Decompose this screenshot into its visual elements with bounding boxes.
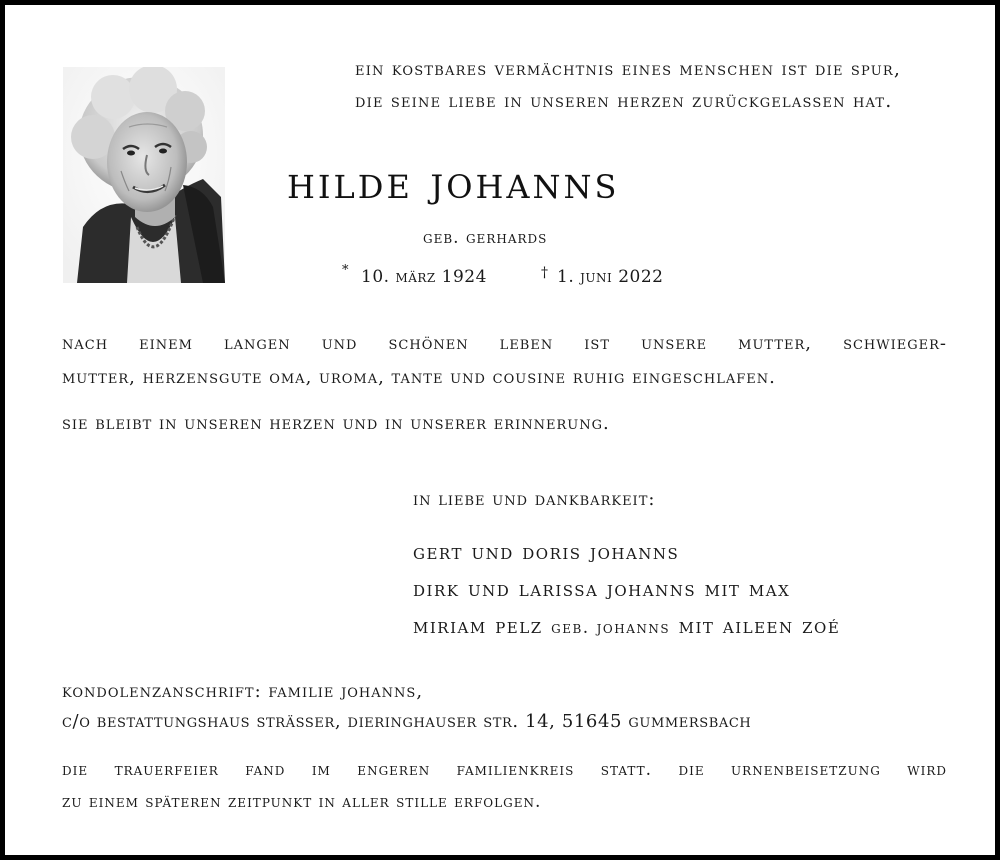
- mourner-line-3-birthname: geb. johanns: [551, 618, 671, 638]
- funeral-notice-line-1: die trauerfeier fand im engeren familienkreis statt. die urnenbeisetzung wird: [62, 760, 947, 780]
- body-paragraph-1-line-2: mutter, herzensgute oma, uroma, tante und cousine ruhig eingeschlafen.: [62, 367, 776, 388]
- body-paragraph-1-line-1: nach einem langen und schönen leben ist unsere mutter, schwieger-: [62, 333, 947, 354]
- condolence-line-1: kondolenzanschrift: familie johanns,: [62, 681, 424, 702]
- mourner-line-1: gert und doris johanns: [413, 540, 680, 565]
- mourners-intro: in liebe und dankbarkeit:: [413, 489, 656, 510]
- deceased-name: hilde johanns: [287, 155, 620, 209]
- funeral-notice-line-2: zu einem späteren zeitpunkt in aller stille erfolgen.: [62, 792, 542, 812]
- condolence-address: c/o bestattungshaus strässer, dieringhauser str. 14, 51645 gummersbach: [62, 711, 752, 732]
- motto-line-1: ein kostbares vermächtnis eines menschen ist die spur,: [355, 58, 902, 80]
- mourner-line-3-name: miriam pelz: [413, 614, 543, 639]
- portrait-photo: [63, 67, 225, 283]
- mourner-line-3-child: mit aileen zoé: [678, 614, 841, 639]
- birth-symbol: *: [342, 263, 349, 278]
- motto-line-2: die seine liebe in unseren herzen zurückgelassen hat.: [355, 90, 893, 112]
- mourner-line-3: [413, 614, 840, 639]
- birth-name: geb. gerhards: [423, 228, 548, 248]
- body-paragraph-2: sie bleibt in unseren herzen und in unserer erinnerung.: [62, 413, 610, 434]
- birth-date: 10. märz 1924: [361, 267, 487, 287]
- mourner-line-2: dirk und larissa johanns mit max: [413, 577, 791, 602]
- death-symbol: †: [541, 265, 549, 281]
- death-date: 1. juni 2022: [557, 267, 664, 287]
